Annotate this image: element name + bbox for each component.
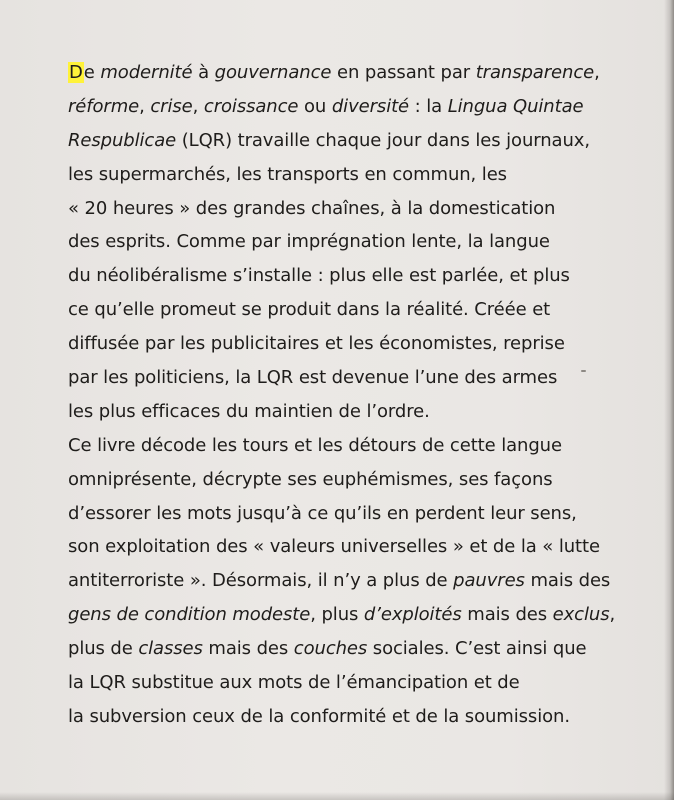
text-line bbox=[68, 124, 628, 158]
italic-term: réforme bbox=[68, 95, 140, 117]
text-segment: , bbox=[609, 604, 616, 626]
text-line bbox=[68, 158, 628, 192]
text-line bbox=[68, 598, 628, 632]
text-line bbox=[68, 259, 628, 293]
text-line bbox=[68, 90, 628, 124]
page-edge-shadow bbox=[664, 0, 674, 800]
text-segment: plus de bbox=[68, 638, 139, 660]
text-segment: en passant par bbox=[331, 62, 476, 83]
text-line bbox=[68, 564, 628, 598]
italic-term: exclus bbox=[552, 604, 610, 626]
text-line bbox=[68, 429, 628, 463]
text-line bbox=[68, 361, 628, 395]
text-segment: les supermarchés, les transports en commun, les bbox=[68, 163, 507, 185]
italic-term: croissance bbox=[203, 95, 299, 117]
text-line bbox=[68, 632, 628, 666]
text-segment: la LQR substitue aux mots de l’émancipation et de bbox=[68, 672, 520, 694]
text-segment: : la bbox=[409, 95, 448, 117]
text-segment: , bbox=[192, 95, 204, 117]
text-segment: Ce livre décode les tours et les détours de cette langue bbox=[68, 434, 562, 456]
italic-term: modernité bbox=[100, 62, 193, 83]
italic-term: Respublicae bbox=[68, 129, 177, 151]
text-line bbox=[68, 225, 628, 259]
highlighted-initial: D bbox=[69, 62, 83, 83]
italic-term: transparence bbox=[475, 62, 595, 83]
text-line bbox=[68, 293, 628, 327]
text-line bbox=[68, 395, 628, 429]
italic-term: d’exploités bbox=[363, 604, 462, 626]
text-segment: « 20 heures » des grandes chaînes, à la domestication bbox=[68, 197, 556, 219]
text-segment: e bbox=[83, 62, 101, 83]
text-line bbox=[68, 56, 628, 90]
italic-term: couches bbox=[293, 638, 368, 660]
page-bottom-shadow bbox=[0, 792, 674, 800]
text-segment: son exploitation des « valeurs universelles » et de la « lutte bbox=[68, 536, 600, 558]
italic-term: crise bbox=[150, 95, 193, 117]
text-segment: , bbox=[594, 62, 600, 83]
text-segment: ou bbox=[298, 95, 332, 117]
text-segment: (LQR) travaille chaque jour dans les journaux, bbox=[176, 129, 590, 151]
text-segment: omniprésente, décrypte ses euphémismes, ses façons bbox=[68, 468, 553, 490]
text-segment: , plus bbox=[310, 604, 364, 626]
text-segment: , bbox=[139, 95, 151, 117]
text-segment: diffusée par les publicitaires et les économistes, reprise bbox=[68, 333, 565, 355]
text-segment: du néolibéralisme s’installe : plus elle est parlée, et plus bbox=[68, 265, 570, 287]
paper-speck bbox=[581, 370, 586, 372]
text-line bbox=[68, 463, 628, 497]
italic-term: pauvres bbox=[453, 570, 525, 592]
text-line bbox=[68, 497, 628, 531]
text-segment: mais des bbox=[202, 638, 294, 660]
text-segment: par les politiciens, la LQR est devenue l’une des armes bbox=[68, 367, 558, 389]
text-line bbox=[68, 700, 628, 734]
italic-term: Lingua Quintae bbox=[447, 95, 584, 117]
italic-term: classes bbox=[138, 638, 203, 660]
italic-term: gens de condition modeste bbox=[68, 604, 311, 626]
text-segment: les plus efficaces du maintien de l’ordre. bbox=[68, 400, 430, 422]
text-line bbox=[68, 192, 628, 226]
text-line bbox=[68, 530, 628, 564]
italic-term: gouvernance bbox=[214, 62, 332, 83]
text-segment: d’essorer les mots jusqu’à ce qu’ils en perdent leur sens, bbox=[68, 502, 577, 524]
text-segment: mais des bbox=[524, 570, 611, 592]
text-segment: des esprits. Comme par imprégnation lente, la langue bbox=[68, 231, 550, 253]
italic-term: diversité bbox=[331, 95, 410, 117]
text-line bbox=[68, 327, 628, 361]
text-segment: sociales. C’est ainsi que bbox=[367, 638, 587, 660]
text-segment: à bbox=[192, 62, 215, 83]
blurb-text bbox=[68, 56, 628, 734]
text-segment: mais des bbox=[461, 604, 553, 626]
text-segment: antiterroriste ». Désormais, il n’y a plus de bbox=[68, 570, 454, 592]
text-line bbox=[68, 666, 628, 700]
text-segment: la subversion ceux de la conformité et de la soumission. bbox=[68, 705, 570, 727]
text-segment: ce qu’elle promeut se produit dans la réalité. Créée et bbox=[68, 299, 551, 321]
